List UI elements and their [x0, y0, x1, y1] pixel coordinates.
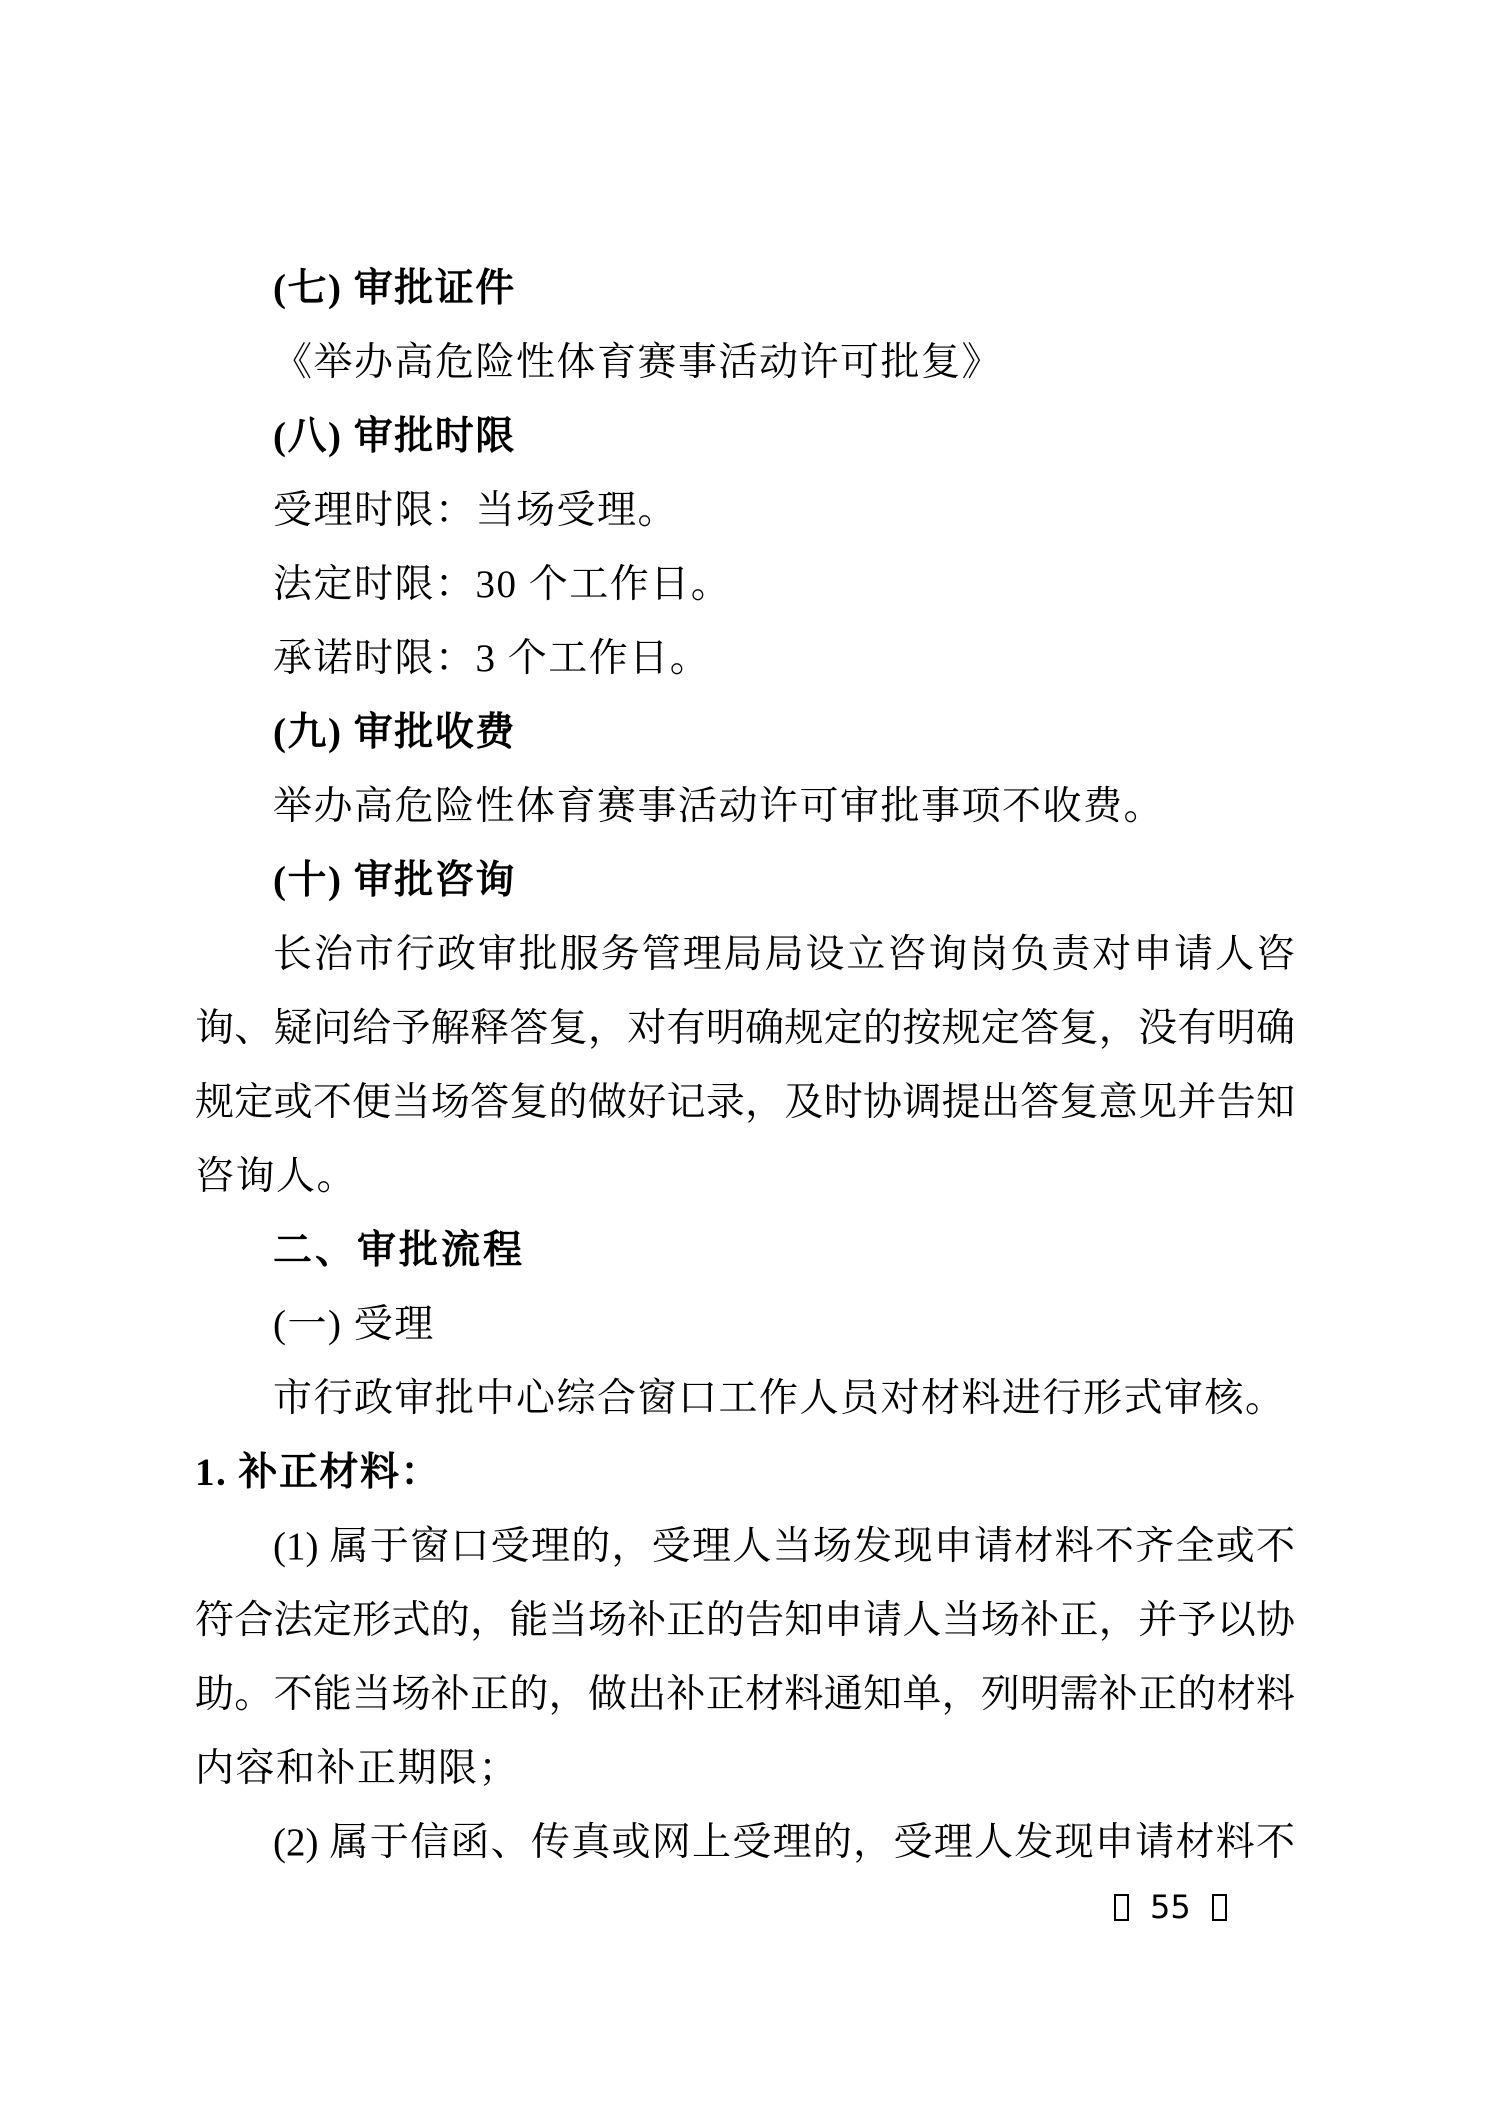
page-number: 55	[1150, 1888, 1191, 1926]
body-text-line: 法定时限：30 个工作日。	[273, 563, 732, 606]
body-text-line: 市行政审批中心综合窗口工作人员对材料进行形式审核。	[273, 1377, 1286, 1420]
missing-glyph-box-left-icon	[1114, 1894, 1129, 1921]
body-text-line: (2) 属于信函、传真或网上受理的，受理人发现申请材料不	[273, 1821, 1295, 1864]
body-text-line: 内容和补正期限；	[195, 1747, 520, 1790]
body-text-line: 举办高危险性体育赛事活动许可审批事项不收费。	[273, 785, 1165, 828]
body-text-line: 咨询人。	[195, 1155, 358, 1198]
section-heading-9: (九) 审批收费	[273, 711, 516, 754]
missing-glyph-box-right-icon	[1212, 1894, 1227, 1921]
document-title-line: 《举办高危险性体育赛事活动许可批复》	[273, 341, 1003, 384]
section-heading-8: (八) 审批时限	[273, 415, 516, 458]
body-text-line: 规定或不便当场答复的做好记录，及时协调提出答复意见并告知	[195, 1081, 1295, 1124]
body-text-line: 符合法定形式的，能当场补正的告知申请人当场补正，并予以协	[195, 1599, 1295, 1642]
body-text-line: 询、疑问给予解释答复，对有明确规定的按规定答复，没有明确	[195, 1007, 1295, 1050]
body-text-line: 长治市行政审批服务管理局局设立咨询岗负责对申请人咨	[273, 933, 1295, 976]
page-footer	[1114, 1888, 1227, 1926]
sub-heading-1: 1. 补正材料：	[195, 1451, 442, 1494]
body-text-line: (1) 属于窗口受理的，受理人当场发现申请材料不齐全或不	[273, 1525, 1295, 1568]
section-heading-10: (十) 审批咨询	[273, 859, 516, 902]
body-text-line: 助。不能当场补正的，做出补正材料通知单，列明需补正的材料	[195, 1673, 1295, 1716]
text-block	[195, 252, 1295, 1880]
chapter-heading: 二、审批流程	[273, 1229, 526, 1272]
section-heading-1: (一) 受理	[273, 1303, 435, 1346]
body-text-line: 承诺时限：3 个工作日。	[273, 637, 711, 680]
section-heading-7: (七) 审批证件	[273, 267, 516, 310]
body-text-line: 受理时限：当场受理。	[273, 489, 679, 532]
